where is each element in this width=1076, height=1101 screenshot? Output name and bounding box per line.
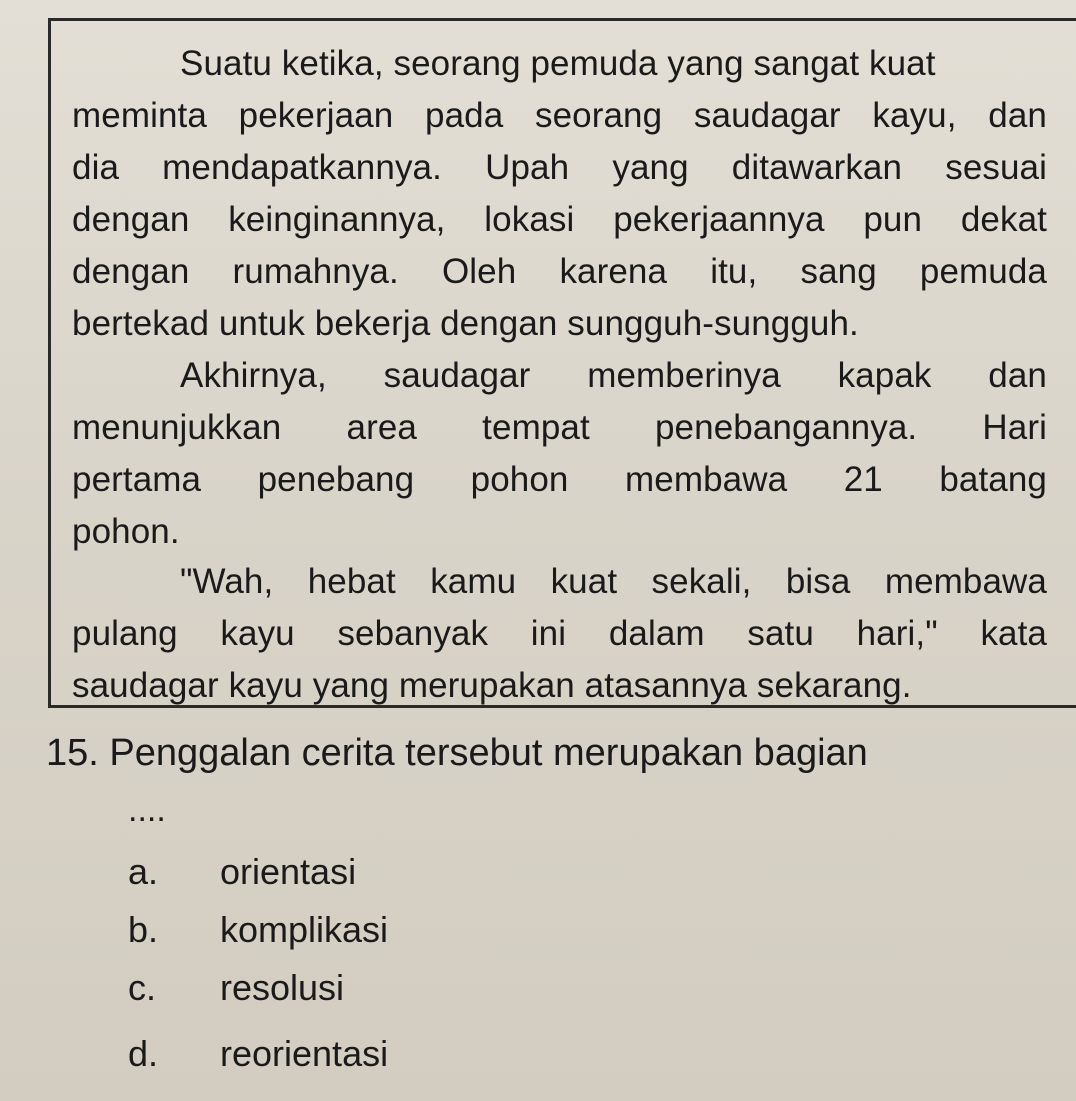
passage-line-4: dengan keinginannya, lokasi pekerjaannya pun dekat xyxy=(72,200,1047,239)
option-d[interactable] xyxy=(128,1030,388,1078)
option-c-letter: c. xyxy=(128,967,157,1008)
option-b-letter: b. xyxy=(128,909,159,950)
passage-line-5: dengan rumahnya. Oleh karena itu, sang pemuda xyxy=(72,252,1047,291)
passage-line-8: menunjukkan area tempat penebangannya. Hari xyxy=(72,408,1047,447)
passage-line-12: pulang kayu sebanyak ini dalam satu hari," kata xyxy=(72,614,1047,653)
passage-line-11: "Wah, hebat kamu kuat sekali, bisa membawa xyxy=(180,562,1047,601)
option-c-text: resolusi xyxy=(220,967,345,1008)
option-d-letter: d. xyxy=(128,1033,159,1074)
passage-line-2: meminta pekerjaan pada seorang saudagar kayu, dan xyxy=(72,96,1047,135)
option-a-text: orientasi xyxy=(220,851,357,892)
option-c[interactable] xyxy=(128,964,344,1012)
option-d-text: reorientasi xyxy=(220,1033,389,1074)
question-text: Penggalan cerita tersebut merupakan bagian xyxy=(109,732,868,774)
passage-line-1: Suatu ketika, seorang pemuda yang sangat kuat xyxy=(180,44,936,83)
passage-line-3: dia mendapatkannya. Upah yang ditawarkan sesuai xyxy=(72,148,1047,187)
option-b[interactable] xyxy=(128,906,388,954)
passage-line-9: pertama penebang pohon membawa 21 batang xyxy=(72,460,1047,499)
question-blank: .... xyxy=(128,791,166,829)
passage-line-13: saudagar kayu yang merupakan atasannya sekarang. xyxy=(72,666,912,705)
question-number: 15. xyxy=(46,732,99,774)
passage-line-6: bertekad untuk bekerja dengan sungguh-sungguh. xyxy=(72,304,859,343)
option-b-text: komplikasi xyxy=(220,909,389,950)
passage-line-7: Akhirnya, saudagar memberinya kapak dan xyxy=(180,356,1047,395)
option-a-letter: a. xyxy=(128,851,159,892)
option-a[interactable] xyxy=(128,848,356,896)
passage-line-10: pohon. xyxy=(72,512,180,551)
question-stem xyxy=(46,728,868,778)
